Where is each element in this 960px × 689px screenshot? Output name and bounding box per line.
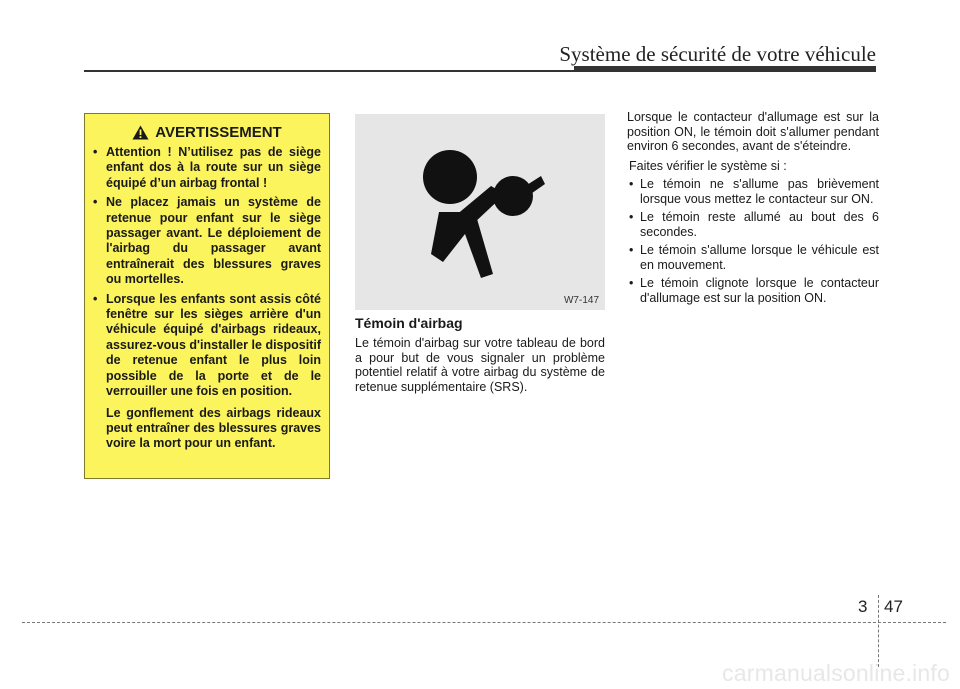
page-header-title: Système de sécurité de votre véhicule: [559, 42, 876, 66]
page-number-separator: [878, 595, 879, 667]
list-item: • Le témoin clignote lorsque le contacteur d'allumage est sur la position ON.: [627, 276, 879, 305]
list-item: • Le témoin reste allumé au bout des 6 secondes.: [627, 210, 879, 239]
warning-item: [93, 292, 321, 452]
page-number: 47: [884, 597, 903, 616]
warning-item: [93, 145, 321, 191]
section-body: Le témoin d'airbag sur votre tableau de bord a pour but de vous signaler un problème potentiel relatif à votre airbag du système de retenue supplémentaire (SRS).: [355, 336, 605, 394]
right-column: [627, 110, 879, 309]
list-item: • Le témoin s'allume lorsque le véhicule est en mouvement.: [627, 243, 879, 272]
airbag-warning-figure: [355, 114, 605, 310]
watermark: carmanualsonline.info: [722, 660, 950, 686]
warning-paragraph: • Lorsque les enfants sont assis côté fenêtre sur les sièges arrière d'un véhicule équipé d'airbags rideaux, assurez-vous d'installer le dispositif de retenue enfant le plus loin possible de la porte et de le verrouiller une fois en position.: [106, 291, 321, 399]
check-list: [627, 177, 879, 305]
check-intro: Faites vérifier le système si :: [629, 158, 787, 173]
warning-paragraph: • Ne placez jamais un système de retenue pour enfant sur le siège passager avant. Le déploiement de l'airbag du passager avant entraînerait des blessures graves ou mortelles.: [106, 195, 321, 287]
section-title: Témoin d'airbag: [355, 315, 463, 331]
list-item: • Le témoin ne s'allume pas brièvement lorsque vous mettez le contacteur sur ON.: [627, 177, 879, 206]
warning-box: [84, 113, 330, 479]
footer-rule: [22, 622, 946, 623]
warning-list: [93, 145, 321, 452]
intro-paragraph: Lorsque le contacteur d'allumage est sur la position ON, le témoin doit s'allumer pendant environ 6 secondes, avant de s'éteindre.: [627, 110, 879, 153]
airbag-warning-icon: [355, 114, 605, 310]
header-rule-accent: [574, 66, 876, 72]
chapter-number: 3: [858, 597, 868, 616]
header-rule: [84, 70, 576, 72]
warning-item: [93, 195, 321, 287]
warning-paragraph: • Attention ! N’utilisez pas de siège enfant dos à la route sur un siège équipé d’un airbag frontal !: [106, 145, 321, 190]
warning-header: [93, 124, 321, 141]
figure-code: W7-147: [563, 295, 599, 306]
warning-paragraph: Le gonflement des airbags rideaux peut entraîner des blessures graves voire la mort pour un enfant.: [106, 405, 321, 451]
warning-heading: AVERTISSEMENT: [155, 124, 282, 141]
warning-triangle-icon: [132, 125, 149, 140]
